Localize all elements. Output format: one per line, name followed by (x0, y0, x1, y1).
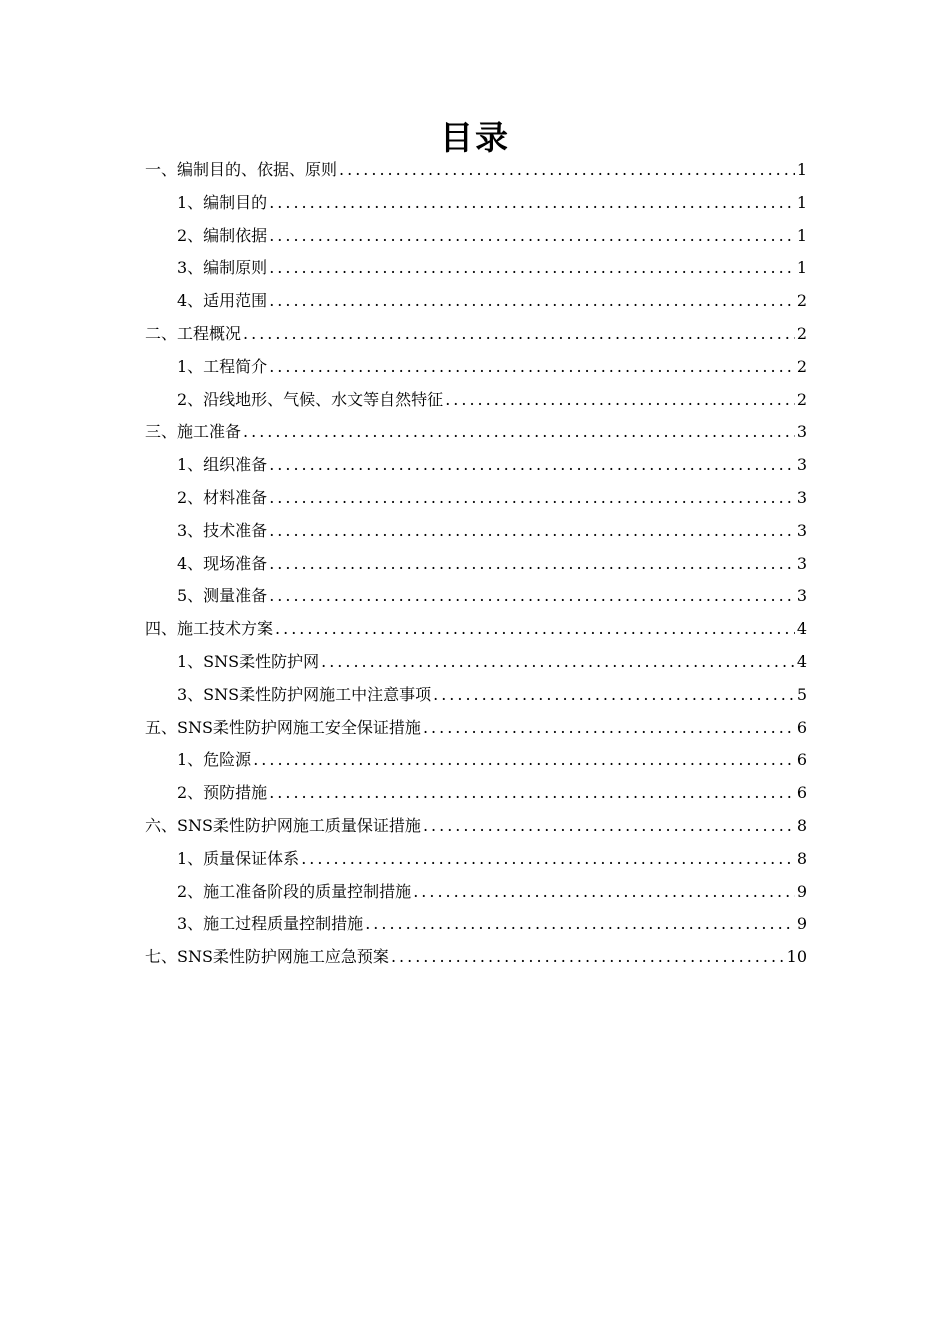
toc-entry-section[interactable] (145, 744, 807, 777)
toc-entry-text: 2、施工准备阶段的质量控制措施 (177, 881, 412, 901)
toc-page-number: 4 (796, 651, 807, 671)
toc-dot-leader (269, 449, 795, 482)
toc-page-number: 3 (796, 586, 807, 606)
toc-entry-text: 五、SNS柔性防护网施工安全保证措施 (145, 717, 421, 737)
toc-page-number: 6 (796, 717, 807, 737)
toc-entry-section[interactable] (145, 646, 807, 679)
toc-page-number: 4 (796, 619, 807, 639)
toc-entry-chapter[interactable] (145, 712, 807, 745)
toc-entry-section[interactable] (145, 187, 807, 220)
toc-entry-text: 1、编制目的 (177, 192, 268, 212)
toc-dot-leader (269, 285, 795, 318)
toc-dot-leader (243, 318, 795, 351)
toc-entry-section[interactable] (145, 285, 807, 318)
toc-entry-section[interactable] (145, 449, 807, 482)
toc-entry-text: 一、编制目的、依据、原则 (145, 160, 338, 179)
toc-entry-text: 2、沿线地形、气候、水文等自然特征 (177, 389, 444, 409)
toc-entry-text: 1、组织准备 (177, 455, 268, 475)
toc-page-number: 3 (796, 520, 807, 540)
toc-page-number: 1 (796, 160, 807, 179)
toc-entry-section[interactable] (145, 482, 807, 515)
toc-entry-text: 三、施工准备 (145, 422, 242, 442)
toc-entry-chapter[interactable] (145, 810, 807, 843)
toc-entry-text: 四、施工技术方案 (145, 619, 274, 639)
toc-dot-leader (339, 154, 795, 187)
toc-entry-text: 2、预防措施 (177, 783, 268, 803)
toc-dot-leader (269, 777, 795, 810)
toc-entry-chapter[interactable] (145, 318, 807, 351)
toc-entry-text: 4、适用范围 (177, 291, 268, 311)
toc-dot-leader (423, 810, 795, 843)
toc-dot-leader (433, 679, 795, 712)
toc-entry-section[interactable] (145, 515, 807, 548)
toc-page-number: 8 (796, 815, 807, 835)
toc-title: 目录 (440, 118, 510, 157)
toc-dot-leader (275, 613, 795, 646)
toc-entry-section[interactable] (145, 777, 807, 810)
toc-page-number: 2 (796, 291, 807, 311)
toc-entry-section[interactable] (145, 580, 807, 613)
toc-page-number: 2 (796, 323, 807, 343)
toc-entry-section[interactable] (145, 548, 807, 581)
toc-entry-text: 2、材料准备 (177, 487, 268, 507)
toc-entry-text: 3、技术准备 (177, 520, 268, 540)
toc-page-number: 3 (796, 422, 807, 442)
toc-page-number: 9 (796, 881, 807, 901)
toc-dot-leader (413, 876, 795, 909)
toc-entry-chapter[interactable] (145, 613, 807, 646)
toc-entry-text: 1、SNS柔性防护网 (177, 651, 320, 671)
toc-page-number: 2 (796, 389, 807, 409)
toc-page-number: 1 (796, 225, 807, 245)
toc-entry-chapter[interactable] (145, 154, 807, 187)
toc-dot-leader (423, 712, 795, 745)
toc-dot-leader (253, 744, 795, 777)
toc-page-number: 8 (796, 848, 807, 868)
toc-page-number: 3 (796, 455, 807, 475)
toc-dot-leader (391, 941, 785, 974)
toc-dot-leader (269, 187, 795, 220)
toc-list (145, 154, 807, 974)
toc-entry-section[interactable] (145, 220, 807, 253)
toc-dot-leader (269, 548, 795, 581)
toc-entry-text: 3、施工过程质量控制措施 (177, 914, 364, 934)
toc-entry-section[interactable] (145, 908, 807, 941)
toc-dot-leader (243, 416, 795, 449)
toc-dot-leader (269, 220, 795, 253)
toc-page-number: 3 (796, 487, 807, 507)
toc-entry-chapter[interactable] (145, 416, 807, 449)
toc-page-number: 1 (796, 258, 807, 278)
toc-page-number: 6 (796, 783, 807, 803)
toc-entry-section[interactable] (145, 252, 807, 285)
toc-dot-leader (269, 252, 795, 285)
toc-dot-leader (445, 384, 795, 417)
toc-dot-leader (301, 843, 795, 876)
toc-entry-section[interactable] (145, 843, 807, 876)
toc-entry-text: 4、现场准备 (177, 553, 268, 573)
toc-page-number: 9 (796, 914, 807, 934)
toc-entry-text: 1、危险源 (177, 750, 252, 770)
toc-page-number: 1 (796, 192, 807, 212)
toc-dot-leader (321, 646, 795, 679)
toc-entry-section[interactable] (145, 679, 807, 712)
toc-entry-chapter[interactable] (145, 941, 807, 974)
toc-entry-text: 二、工程概况 (145, 323, 242, 343)
toc-entry-text: 1、质量保证体系 (177, 848, 300, 868)
toc-entry-text: 3、SNS柔性防护网施工中注意事项 (177, 684, 432, 704)
toc-page-number: 3 (796, 553, 807, 573)
toc-dot-leader (269, 351, 795, 384)
toc-page-number: 6 (796, 750, 807, 770)
toc-entry-section[interactable] (145, 351, 807, 384)
toc-entry-text: 1、工程简介 (177, 356, 268, 376)
toc-dot-leader (269, 515, 795, 548)
toc-entry-text: 七、SNS柔性防护网施工应急预案 (145, 947, 389, 967)
toc-dot-leader (365, 908, 795, 941)
toc-entry-section[interactable] (145, 876, 807, 909)
toc-page-number: 2 (796, 356, 807, 376)
toc-entry-text: 2、编制依据 (177, 225, 268, 245)
toc-dot-leader (269, 482, 795, 515)
toc-page-number: 5 (796, 684, 807, 704)
toc-dot-leader (269, 580, 795, 613)
toc-page-number: 10 (786, 947, 807, 967)
toc-entry-text: 5、测量准备 (177, 586, 268, 606)
toc-entry-text: 六、SNS柔性防护网施工质量保证措施 (145, 815, 421, 835)
toc-entry-text: 3、编制原则 (177, 258, 268, 278)
toc-entry-section[interactable] (145, 384, 807, 417)
